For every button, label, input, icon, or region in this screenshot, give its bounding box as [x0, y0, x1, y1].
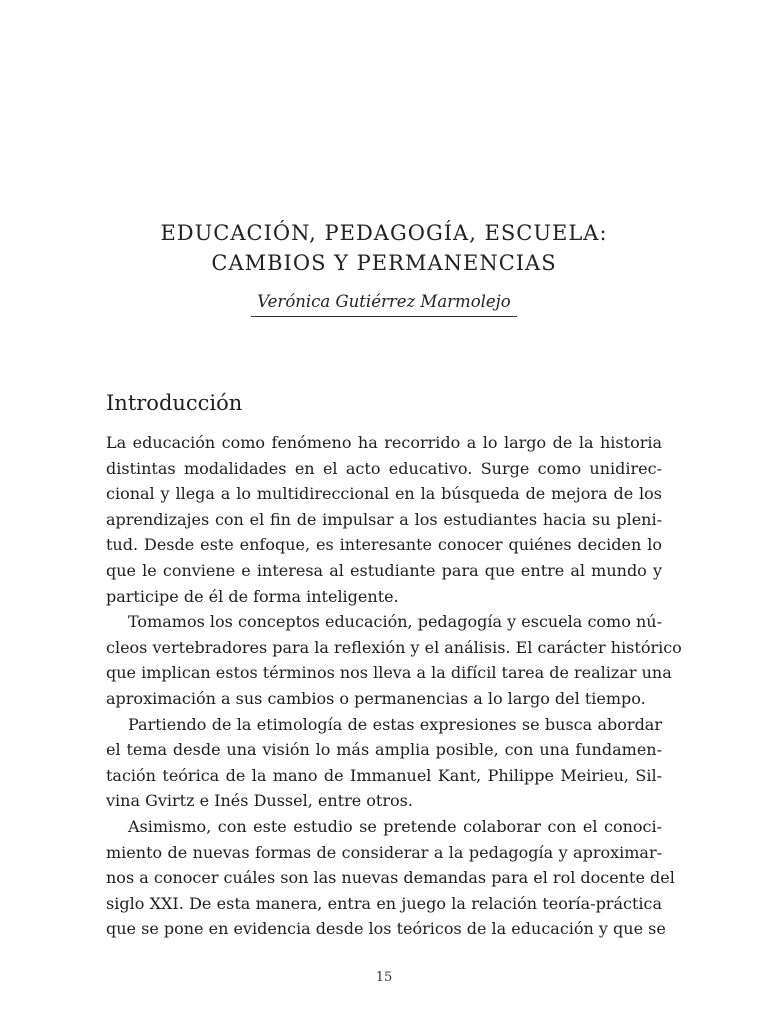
- text-line: tación teórica de la mano de Immanuel Kant, Philippe Meirieu, Sil-: [106, 765, 662, 785]
- page-number: 15: [375, 970, 393, 985]
- text-line: aproximación a sus cambios o permanencias a lo largo del tiempo.: [106, 688, 646, 708]
- text-line: participe de él de forma inteligente.: [106, 586, 399, 606]
- text-line: que le conviene e interesa al estudiante para que entre al mundo y: [106, 560, 662, 580]
- chapter-title-line-1: EDUCACIÓN, PEDAGOGÍA, ESCUELA:: [160, 221, 608, 245]
- text-line: miento de nuevas formas de considerar a la pedagogía y aproximar-: [106, 842, 662, 862]
- text-line: Asimismo, con este estudio se pretende colaborar con el conoci-: [128, 816, 662, 836]
- author-name: Verónica Gutiérrez Marmolejo: [251, 290, 516, 317]
- text-line: que se pone en evidencia desde los teóricos de la educación y que se: [106, 919, 666, 939]
- body-text: [106, 430, 682, 942]
- text-line: siglo XXI. De esta manera, entra en juego la relación teoría-práctica: [106, 893, 662, 913]
- text-line: aprendizajes con el fin de impulsar a los estudiantes hacia su pleni-: [106, 509, 662, 529]
- section-heading: Introducción: [106, 391, 243, 415]
- text-line: Tomamos los conceptos educación, pedagogía y escuela como nú-: [128, 612, 662, 632]
- text-line: cleos vertebradores para la reflexión y el análisis. El carácter histórico: [106, 637, 682, 657]
- text-line: el tema desde una visión lo más amplia posible, con una fundamen-: [106, 740, 662, 760]
- text-line: vina Gvirtz e Inés Dussel, entre otros.: [106, 791, 413, 811]
- text-line: tud. Desde este enfoque, es interesante conocer quiénes deciden lo: [106, 535, 662, 555]
- text-line: Partiendo de la etimología de estas expresiones se busca abordar: [128, 714, 662, 734]
- text-line: La educación como fenómeno ha recorrido a lo largo de la historia: [106, 433, 662, 452]
- text-line: que implican estos términos nos lleva a la difícil tarea de realizar una: [106, 663, 672, 683]
- chapter-title-line-2: CAMBIOS Y PERMANENCIAS: [211, 251, 557, 275]
- text-line: nos a conocer cuáles son las nuevas demandas para el rol docente del: [106, 868, 675, 888]
- text-line: cional y llega a lo multidireccional en la búsqueda de mejora de los: [106, 484, 662, 504]
- author-block: [0, 290, 768, 317]
- text-line: distintas modalidades en el acto educativo. Surge como unidirec-: [106, 458, 662, 478]
